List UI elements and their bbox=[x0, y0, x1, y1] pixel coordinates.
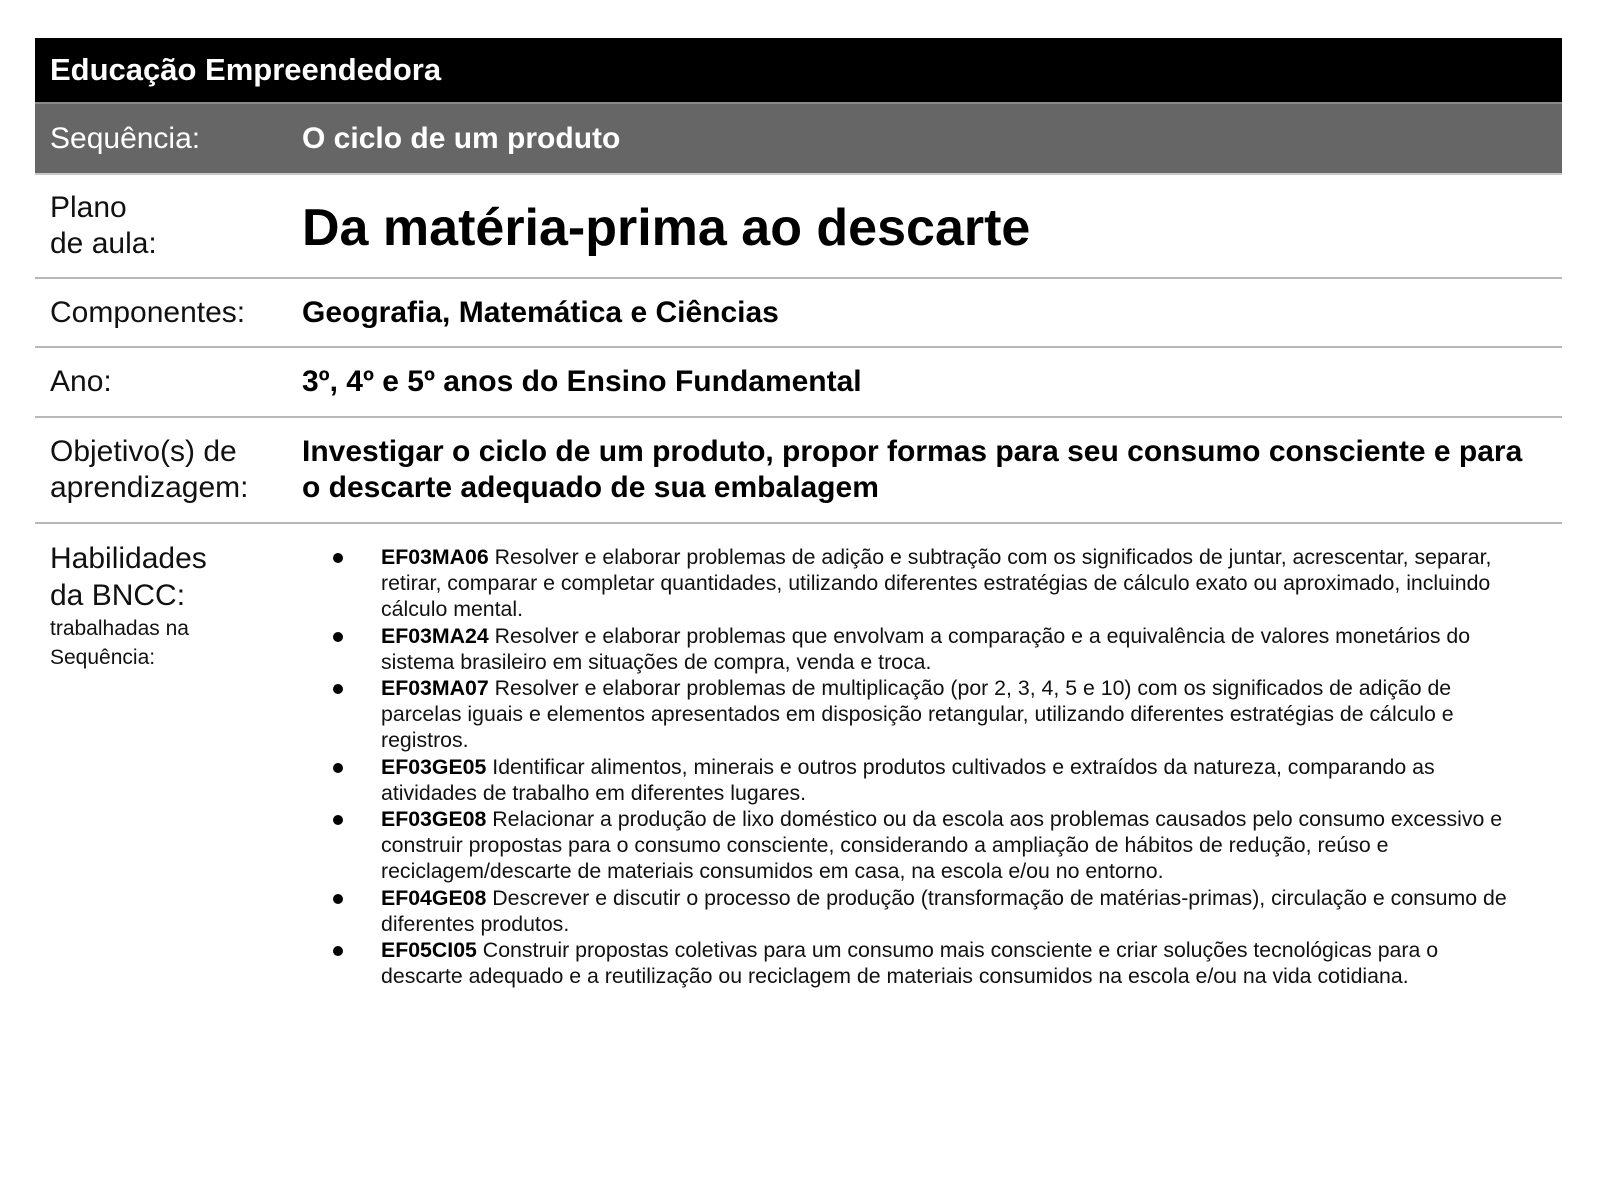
components-value: Geografia, Matemática e Ciências bbox=[302, 295, 779, 329]
skill-code: EF04GE08 bbox=[381, 885, 487, 910]
bullet-icon bbox=[333, 553, 343, 563]
skill-item bbox=[333, 544, 1518, 623]
skill-description: Resolver e elaborar problemas de adição e subtração com os significados de juntar, acrescentar, separar, retirar, comparar e completar quantidades, utilizando diferentes estratégias de cálculo exato ou aproximado, incluindo cálculo mental. bbox=[381, 545, 1492, 622]
skill-code: EF03GE05 bbox=[381, 754, 487, 779]
skills-sublabel-line1: trabalhadas na bbox=[50, 617, 189, 640]
skill-item bbox=[333, 806, 1518, 885]
lesson-plan-label bbox=[35, 190, 302, 262]
skills-sublabel-line2: Sequência: bbox=[50, 646, 156, 669]
skill-item bbox=[333, 937, 1518, 989]
sequence-label: Sequência: bbox=[50, 121, 201, 155]
skills-list bbox=[333, 544, 1518, 989]
skills-row bbox=[35, 524, 1562, 989]
objectives-label bbox=[35, 434, 302, 506]
objectives-row bbox=[35, 418, 1562, 524]
skill-code: EF05CI05 bbox=[381, 938, 477, 963]
objectives-value: Investigar o ciclo de um produto, propor formas para seu consumo consciente e para o descarte adequado de sua embalagem bbox=[302, 435, 1523, 504]
components-label: Componentes: bbox=[50, 295, 246, 329]
bullet-icon bbox=[333, 763, 343, 773]
program-header bbox=[35, 38, 1562, 104]
objectives-label-line2: aprendizagem: bbox=[50, 471, 249, 504]
skill-description: Identificar alimentos, minerais e outros produtos cultivados e extraídos da natureza, comparando as atividades de trabalho em diferentes lugares. bbox=[381, 754, 1435, 805]
lesson-plan-row bbox=[35, 175, 1562, 279]
skill-code: EF03MA24 bbox=[381, 623, 489, 648]
skill-description: Descrever e discutir o processo de produção (transformação de matérias-primas), circulação e consumo de diferentes produtos. bbox=[381, 885, 1507, 936]
sequence-row bbox=[35, 104, 1562, 175]
bullet-icon bbox=[333, 632, 343, 642]
skills-label-line1: Habilidades bbox=[50, 542, 207, 575]
lesson-plan-title: Da matéria-prima ao descarte bbox=[302, 199, 1031, 257]
lesson-plan-table bbox=[35, 38, 1562, 989]
lesson-plan-label-line1: Plano bbox=[50, 191, 127, 224]
skill-description: Resolver e elaborar problemas de multiplicação (por 2, 3, 4, 5 e 10) com os significados de adição de parcelas iguais e elementos apresentados em disposição retangular, utilizando diferentes estratégias de cálculo e registros. bbox=[381, 676, 1454, 753]
components-row bbox=[35, 279, 1562, 348]
program-title: Educação Empreendedora bbox=[50, 52, 442, 87]
year-label: Ano: bbox=[50, 365, 112, 398]
year-row bbox=[35, 348, 1562, 418]
sequence-value: O ciclo de um produto bbox=[302, 121, 621, 155]
skill-item bbox=[333, 754, 1518, 806]
bullet-icon bbox=[333, 894, 343, 904]
objectives-label-line1: Objetivo(s) de bbox=[50, 435, 237, 468]
skill-code: EF03MA06 bbox=[381, 545, 489, 569]
skill-description: Resolver e elaborar problemas que envolvam a comparação e a equivalência de valores monetários do sistema brasileiro em situações de compra, venda e troca. bbox=[381, 623, 1471, 674]
lesson-plan-label-line2: de aula: bbox=[50, 227, 157, 260]
skills-label bbox=[35, 540, 302, 672]
bullet-icon bbox=[333, 946, 343, 956]
skill-code: EF03GE08 bbox=[381, 807, 487, 832]
skill-item bbox=[333, 885, 1518, 937]
skill-item bbox=[333, 623, 1518, 675]
skill-code: EF03MA07 bbox=[381, 676, 489, 701]
bullet-icon bbox=[333, 684, 343, 694]
bullet-icon bbox=[333, 815, 343, 825]
skills-value bbox=[302, 540, 1562, 989]
skill-description: Relacionar a produção de lixo doméstico ou da escola aos problemas causados pelo consumo excessivo e construir propostas para o consumo consciente, considerando a ampliação de hábitos de redução, reúso e reciclagem/descarte de materiais consumidos em casa, na escola e/ou no entorno. bbox=[381, 807, 1503, 884]
skill-item bbox=[333, 675, 1518, 754]
skill-description: Construir propostas coletivas para um consumo mais consciente e criar soluções tecnológicas para o descarte adequado e a reutilização ou reciclagem de materiais consumidos na escola e/ou na vida cotidiana. bbox=[381, 938, 1439, 989]
year-value: 3º, 4º e 5º anos do Ensino Fundamental bbox=[302, 365, 862, 398]
skills-label-line2: da BNCC: bbox=[50, 579, 186, 612]
